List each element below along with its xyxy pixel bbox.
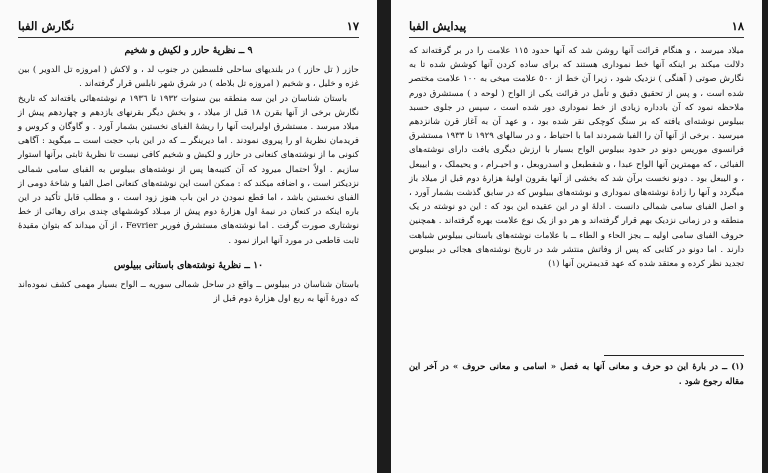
page-header [409, 19, 744, 38]
right-paragraph-1 [409, 44, 744, 271]
page-header [18, 19, 359, 38]
section-9-heading: ٩ ــ نظریهٔ حازر و لکیش و شخیم [124, 45, 253, 56]
page-number: ١٧ [346, 19, 359, 33]
running-title: پیدایش الفبا [409, 19, 467, 33]
section-9-paragraph-2: باستان شناسان در این سه منطقه بین سنوات ١٩٣٢ تا ١٩٣٦ م نوشته‌هائی یافته‌اند که تاریخ نگارش برخی از آنها بقرن ١٨ قبل از میلاد ، و بخش دیگر بقرنهای یازدهم و چهاردهم پیش از میلاد میرسد . مستشرق اولبرایت آنها را ریشهٔ الفبای نخستین بشمار آورد . و گاوگان و کروس و فریدمان نظریهٔ او را پیروی نمودند . اما دیرینگر ــ که در این باب حجت است ــ میگوید : آگاهی کنونی ما از نوشته‌های کنعانی در حازر و لکیش و شخیم کافی نیست تا نظریهٔ ثابتی برآنها استوار سازیم . اولاً احتمال میرود که آن کتیبه‌ها پس از نوشته‌های ببیلوس به الفبای سامی شمالی نزدیکتر است ، و اضافه میکند که : ممکن است این نوشته‌های کنعانی اصل الفبا و شاخهٔ دومی از الفبای نخستین باشد ، اما قطع نمودن در این باب هنوز زود است ، و مطلب قابل تأکید در این باره اینکه در کنعان در نیمهٔ اول هزارهٔ دوم پیش از میـلاد کوششهای چندی برای رهائی از خط نوشتاری صورت گرفت . اما نوشته‌های مستشرق فوریر Fevrier ، از آن میداند که بتوان مقیدهٔ ثابت قاطعی در مورد آنها ابراز نمود . [18, 93, 359, 246]
section-10-heading: ١٠ ــ نظریهٔ نوشته‌های باستانی ببیلوس [113, 259, 264, 271]
footnote-divider [604, 355, 744, 356]
left-page-body [18, 44, 359, 306]
section-10-paragraph-1: باستان شناسان در ببیلوس ــ واقع در ساحل شمالی سوریه ــ الواح بسیار مهمی کشف نموده‌اند که دورهٔ آنها به ربع اول هزارهٔ دوم قبل از [18, 280, 359, 305]
running-title: نگارش الفبا [18, 19, 75, 33]
paragraph-text: میلاد میرسد ، و هنگام قرائت آنها روشن شد که آنها حدود ١١٥ علامت را در بر گرفته‌اند که دلالت میکند بر اینکه آنها خط نموداری هستند که برای ساده کردن آنها کوشش شده تا به نگارش صوتی ( آهنگی ) نزدیک شود ، زیرا آن خط از ٥٠٠ علامت میخی به ١٠٠ علامت مختصر شده است ، و پس از تحقیق دقیق و تأمل در قرائت یکی از الواح ( لوحه د ) مستشرق دورم ملاحظه نمود که آن بادداره زیادی از خط نموداری دور شده است ، سپس در جلوی حسبد ببیلوس نوشته‌ای یافته که بر سنگ کوچکی نقر شده بود ، و عهد آن به آغاز قرن شانزدهم میرسید . برخی از آنها آن را الفبا شمردند اما با احتیاط ، و در سالهای ١٩٢٩ تا ١٩٣٣ مستشرق فرانسوی موریس دونو در حدود ببیلوس الواح بسیار با ارزش دیگری یافت دارای نوشته‌های الفبائی ، که مهمترین آنها الواح عبدا ، و شفطبعل و اسدروبعل ، و احیـرام ، و یحیملک ، و ابیبعل ، و الیبعل بود . دونو نخست برآن شد که بخشی از آنها بقرون اولیهٔ هزارهٔ دوم قبل از میلاد باز میگردد و آنها را زادهٔ نوشته‌های نموداری و نوشته‌های ببیلوس که در سابق گذشت بشمار آورد ، و اصل الفبای سامی شمالی دانست . ادلهٔ او در این عقیده این بود که : این دو نوشته در یک منطقه و در زمانی نزدیک بهم قرار گرفته‌اند و هر دو از یک نوع علامت بهره گرفته‌اند . همچنین حروف الفبای سامی اولیه ــ بجز الحاء و الطاء ــ با علامات نوشته‌های باستانی ببیلوس شباهت دارند . اما دونو در کتابی که پس از وفاتش منتشر شد در تاریخ نوشته‌های هجائی در ببیلوس تجدید نظر کرده و معتقد شده که عهد قدیمترین آنها [409, 46, 745, 270]
footnote-marker: (١) [548, 259, 560, 270]
left-page [0, 0, 377, 473]
footnote: (١) ــ در بارهٔ این دو حرف و معانی آنها به فصل « اسامی و معانی حروف » در آخر این مقاله رجوع شود . [409, 362, 744, 387]
page-number: ١٨ [731, 19, 744, 33]
section-9-paragraph-1: حازر ( تل حازر ) در بلندیهای ساحلی فلسطین در جنوب لد ، و لاکش ( امروزه تل الدویر ) بین غزه و خلیل ، و شخیم ( امروزه تل بلاطه ) در شرق شهر نابلس قرار گرفته‌اند . [18, 65, 359, 90]
right-page [391, 0, 762, 473]
right-page-body [409, 44, 744, 271]
